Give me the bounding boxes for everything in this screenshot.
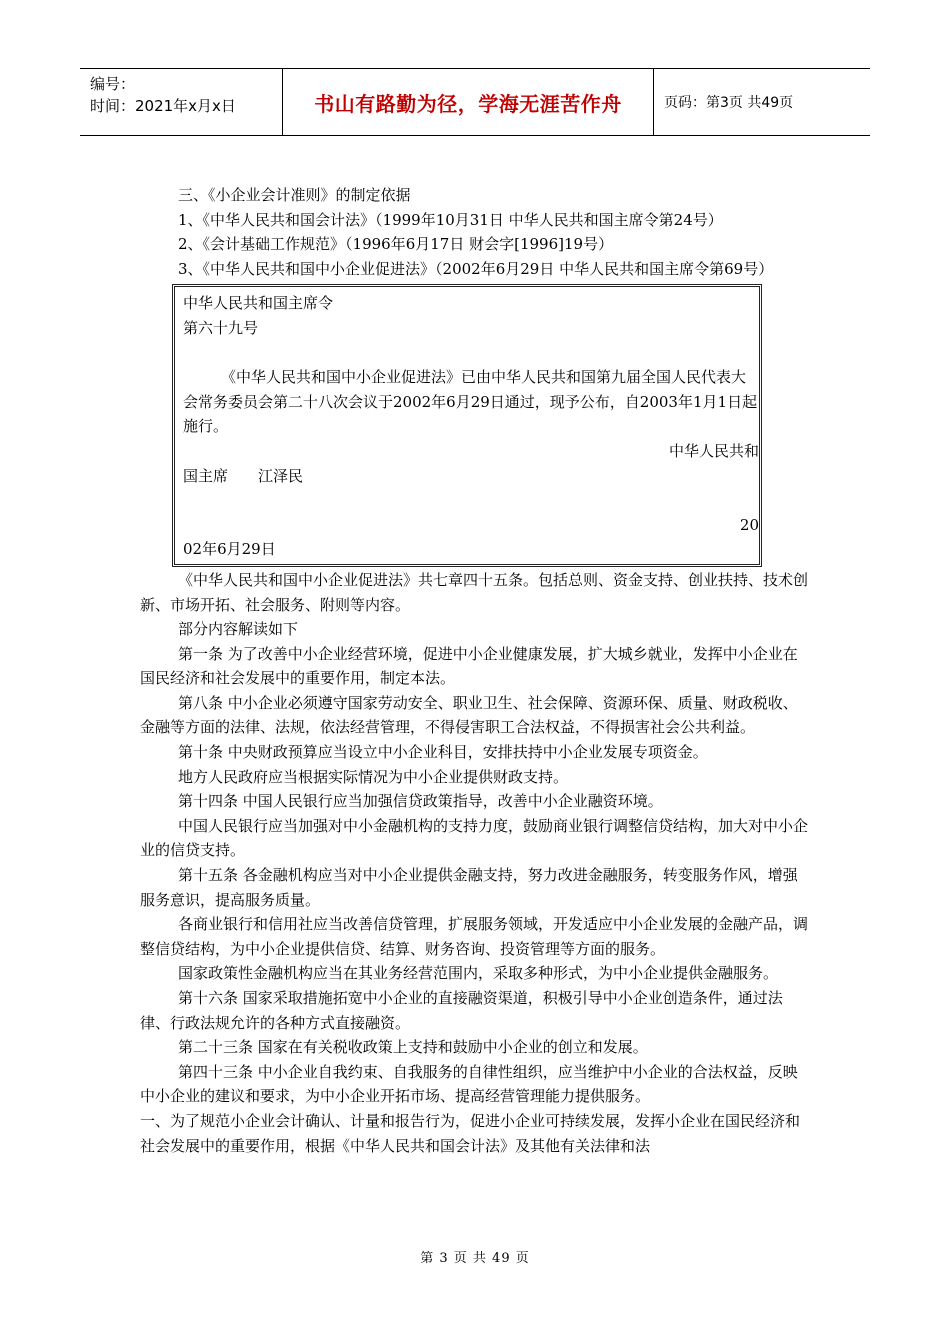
- paragraph: 第十六条 国家采取措施拓宽中小企业的直接融资渠道，积极引导中小企业创造条件，通过法律、行政法规允许的各种方式直接融资。: [140, 989, 783, 1032]
- header-page-info: 页码：第3页 共49页: [664, 95, 794, 111]
- basis-item: 3、《中华人民共和国中小企业促进法》（2002年6月29日 中华人民共和国主席令第69号）: [178, 259, 774, 278]
- paragraph: 第八条 中小企业必须遵守国家劳动安全、职业卫生、社会保障、资源环保、质量、财政税收、金融等方面的法律、法规，依法经营管理，不得侵害职工合法权益，不得损害社会公共利益。: [140, 693, 798, 737]
- paragraph: 中国人民银行应当加强对中小金融机构的支持力度，鼓励商业银行调整信贷结构，加大对中小企业的信贷支持。: [140, 816, 809, 860]
- time-label: 时间：2021年x月x日: [90, 97, 236, 115]
- decree-signer-line2: 国主席 江泽民: [183, 466, 304, 485]
- paragraph: 地方人民政府应当根据实际情况为中小企业提供财政支持。: [178, 767, 569, 786]
- blank-line: [183, 488, 759, 513]
- closing-paragraph: 一、为了规范小企业会计确认、计量和报告行为，促进小企业可持续发展，发挥小企业在国民经济和社会发展中的重要作用，根据《中华人民共和国会计法》及其他有关法律和法: [140, 1111, 801, 1155]
- decree-content: 《中华人民共和国中小企业促进法》已由中华人民共和国第九届全国人民代表大会常务委员会第二十八次会议于2002年6月29日通过，现予公布，自2003年1月1日起施行。: [183, 368, 758, 436]
- paragraph: 国家政策性金融机构应当在其业务经营范围内，采取多种形式，为中小企业提供金融服务。: [178, 964, 779, 983]
- decree-title: 中华人民共和国主席令: [183, 294, 334, 313]
- section-heading: 三、《小企业会计准则》的制定依据: [178, 186, 411, 204]
- basis-item: 1、《中华人民共和国会计法》（1999年10月31日 中华人民共和国主席令第24号）: [178, 210, 723, 229]
- header-meta: [80, 69, 282, 135]
- paragraph: 第二十三条 国家在有关税收政策上支持和鼓励中小企业的创立和发展。: [178, 1038, 648, 1057]
- paragraph: 第一条 为了改善中小企业经营环境，促进中小企业健康发展，扩大城乡就业，发挥中小企业在国民经济和社会发展中的重要作用，制定本法。: [140, 644, 798, 688]
- presidential-decree-box: [172, 284, 762, 567]
- paragraph: 《中华人民共和国中小企业促进法》共七章四十五条。包括总则、资金支持、创业扶持、技术创新、市场开拓、社会服务、附则等内容。: [140, 570, 809, 614]
- paragraph: 各商业银行和信用社应当改善信贷管理，扩展服务领域，开发适应中小企业发展的金融产品，调整信贷结构，为中小企业提供信贷、结算、财务咨询、投资管理等方面的服务。: [140, 915, 809, 958]
- page-header: [80, 68, 870, 136]
- decree-signer-line1: 中华人民共和: [668, 441, 759, 460]
- document-body: [140, 183, 810, 1158]
- basis-item: 2、《会计基础工作规范》（1996年6月17日 财会字[1996]19号）: [178, 235, 614, 254]
- paragraph: 第十五条 各金融机构应当对中小企业提供金融支持，努力改进金融服务，转变服务作风，增强服务意识，提高服务质量。: [140, 866, 798, 909]
- blank-line: [183, 341, 759, 366]
- page-footer: 第 3 页 共 49 页: [420, 1251, 530, 1266]
- number-label: 编号：: [90, 75, 136, 93]
- header-motto: 书山有路勤为径，学海无涯苦作舟: [282, 69, 654, 135]
- decree-number: 第六十九号: [183, 318, 259, 337]
- paragraph: 第十四条 中国人民银行应当加强信贷政策指导，改善中小企业融资环境。: [178, 792, 663, 811]
- paragraph: 第四十三条 中小企业自我约束、自我服务的自律性组织，应当维护中小企业的合法权益，反映中小企业的建议和要求，为中小企业开拓市场、提高经营管理能力提供服务。: [140, 1062, 798, 1106]
- decree-date-line2: 02年6月29日: [183, 540, 276, 559]
- decree-date-line1: 20: [739, 515, 759, 534]
- paragraph: 第十条 中央财政预算应当设立中小企业科目，安排扶持中小企业发展专项资金。: [178, 743, 708, 762]
- paragraph: 部分内容解读如下: [178, 620, 299, 639]
